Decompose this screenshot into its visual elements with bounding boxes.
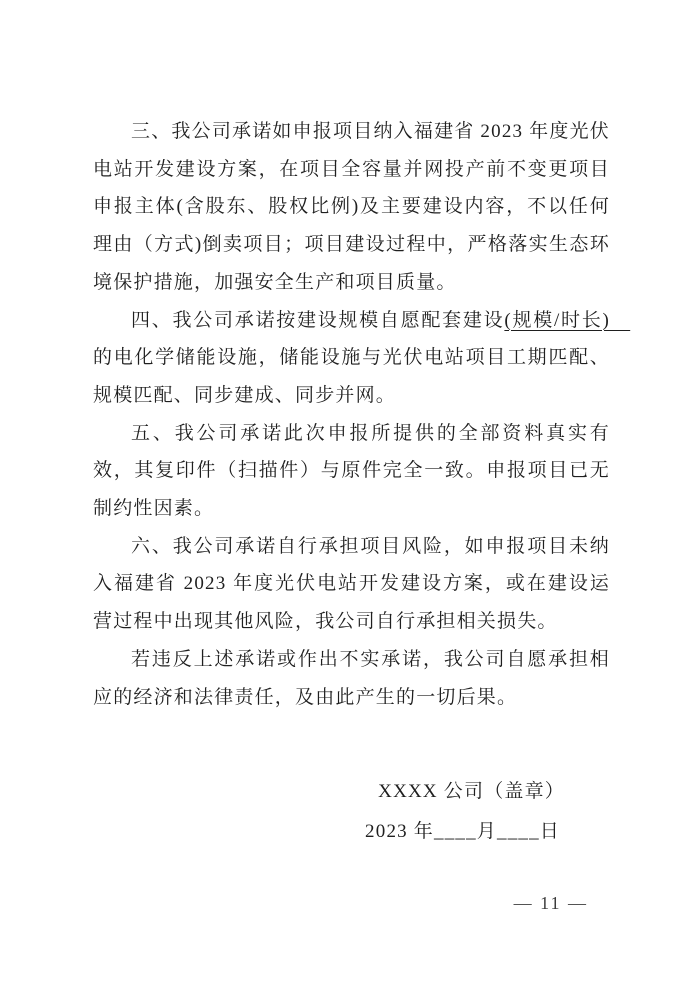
document-content [93,113,631,852]
signature-date-line: 2023 年____月____日 [365,821,560,843]
paragraph [93,302,631,415]
text-run: 三、我公司承诺如申报项目纳入福建省 2023 年度光伏电站开发建设方案，在项目全容量并网投产前不变更项目申报主体(含股东、股权比例)及主要建设内容，不以任何理由（方式)倒卖项目；项目建设过程中，严格落实生态环境保护措施，加强安全生产和项目质量。 [93,121,610,293]
underlined-blank-text-run: (规模/时长) [504,309,631,331]
paragraph [93,641,610,716]
text-run: 六、我公司承诺自行承担项目风险，如申报项目未纳入福建省 2023 年度光伏电站开发建设方案，或在建设运营过程中出现其他风险，我公司自行承担相关损失。 [93,535,610,633]
text-run: 若违反上述承诺或作出不实承诺，我公司自愿承担相应的经济和法律责任，及由此产生的一切后果。 [93,648,610,708]
signature-company-line: XXXX 公司（盖章） [378,781,565,803]
paragraph [93,415,610,528]
page-number: — 11 — [513,893,588,913]
text-run: 四、我公司承诺按建设规模自愿配套建设 [131,309,505,331]
text-run: 的电化学储能设施，储能设施与光伏电站项目工期匹配、规模匹配、同步建成、同步并网。 [93,347,610,406]
document-body [93,113,631,716]
paragraph [93,113,610,302]
paragraph [93,528,610,641]
signature-block [93,772,610,852]
text-run: 五、我公司承诺此次申报所提供的全部资料真实有效，其复印件（扫描件）与原件完全一致。申报项目已无制约性因素。 [93,422,610,520]
